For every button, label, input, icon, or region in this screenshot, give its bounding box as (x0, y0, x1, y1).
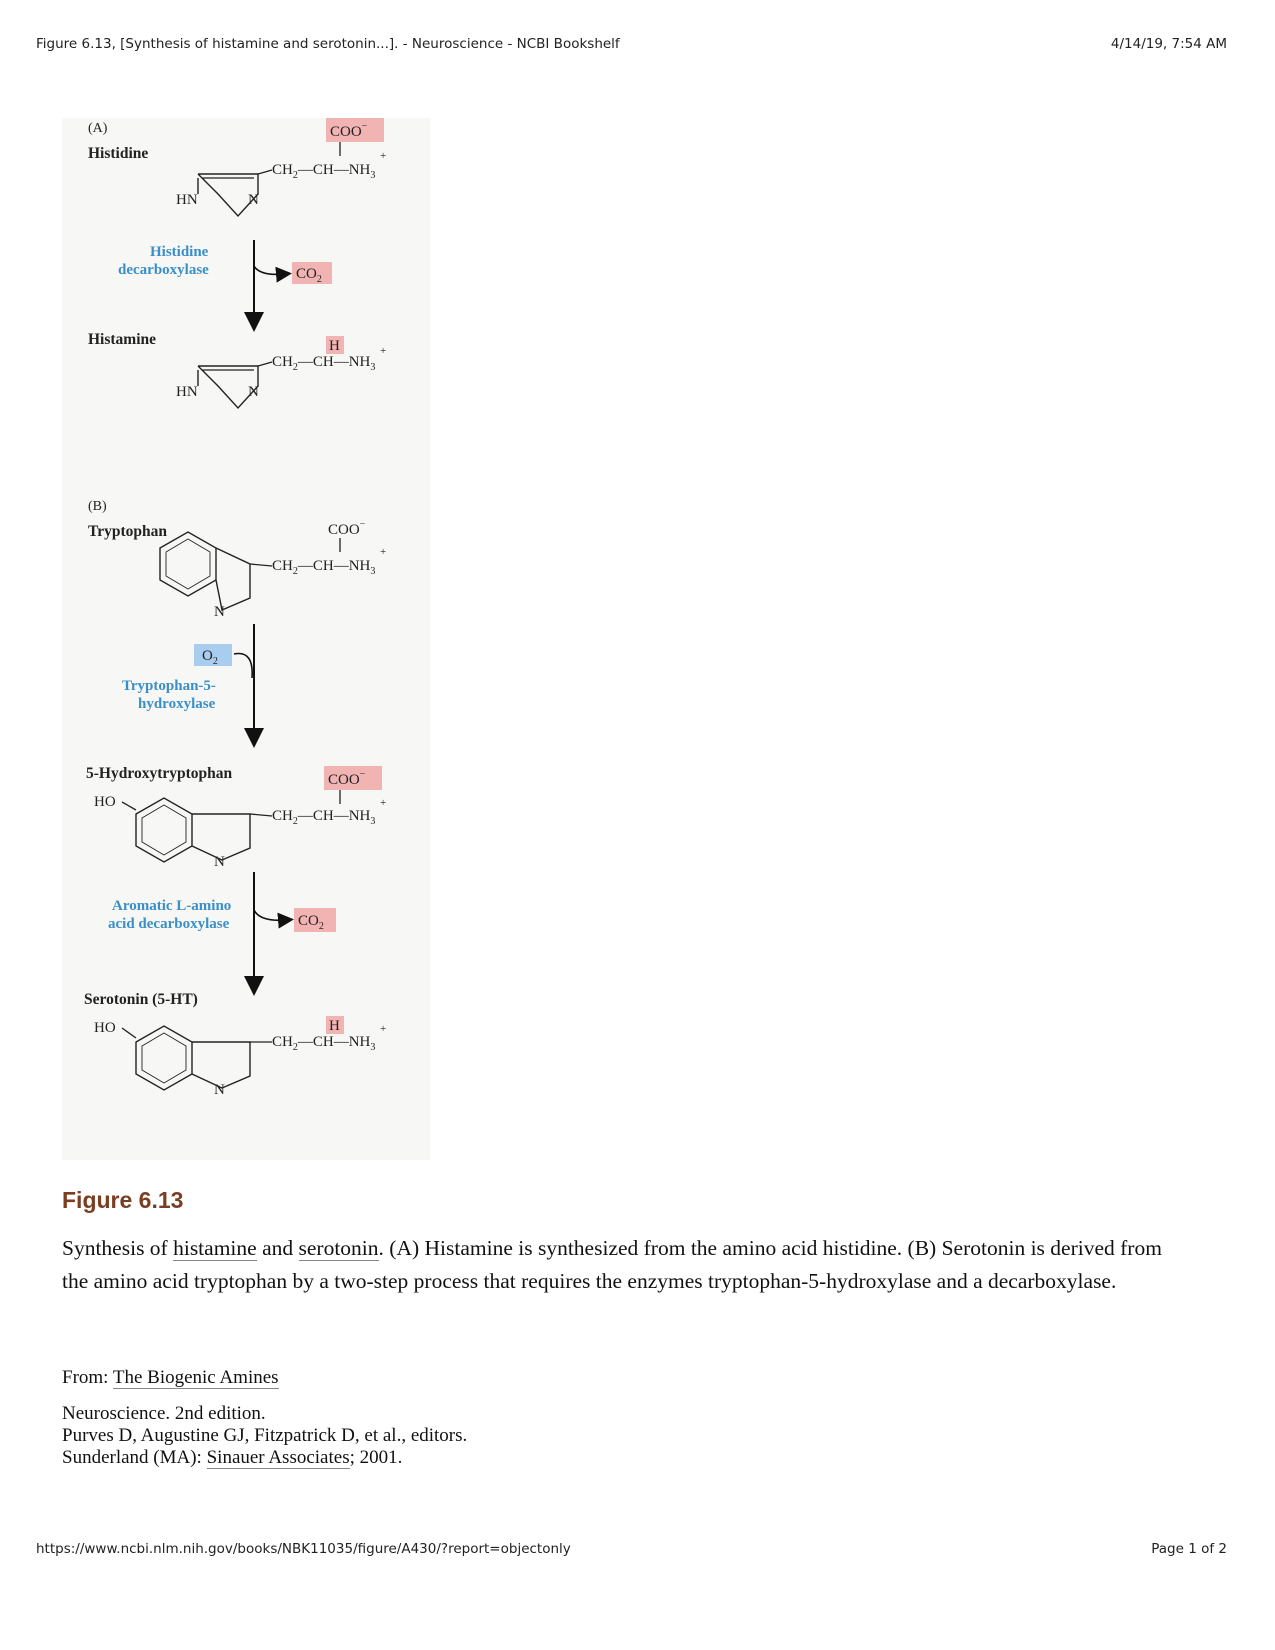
svg-text:COO−: COO− (328, 769, 366, 788)
svg-text:N: N (248, 192, 259, 208)
o2-text: $O_2$ (202, 648, 218, 667)
serotonin-name: Serotonin (5-HT) (84, 991, 198, 1008)
source-from: From: The Biogenic Amines (62, 1367, 279, 1388)
svg-text:N: N (214, 1082, 225, 1098)
svg-text:N: N (248, 384, 259, 400)
page-number: Page 1 of 2 (1151, 1541, 1227, 1557)
print-header (36, 36, 1227, 52)
histidine-name: Histidine (88, 145, 149, 162)
svg-text:CH2—CH—NH3: $CH_2—CH—NH_3$ (272, 354, 376, 373)
svg-text:+: + (380, 797, 387, 809)
histamine-link[interactable]: histamine (173, 1236, 257, 1260)
svg-text:HO: HO (94, 1020, 116, 1036)
side-chain-text: $CH_2—CH—NH_3$ (272, 162, 376, 181)
figure-title: Figure 6.13 (62, 1187, 184, 1213)
svg-text:CO2: $CO_2$ (298, 913, 324, 932)
tryptophan-name: Tryptophan (88, 523, 167, 540)
biogenic-amines-link[interactable]: The Biogenic Amines (112, 1367, 279, 1388)
book-publisher: Sunderland (MA): Sinauer Associates; 2001. (62, 1447, 403, 1468)
panel-b-label: (B) (88, 499, 107, 514)
histidine-structure (176, 118, 386, 216)
pathway-diagram (62, 118, 430, 1160)
sinauer-associates-link[interactable]: Sinauer Associates (206, 1447, 350, 1468)
figure-caption: Synthesis of histamine and serotonin. (A) Histamine is synthesized from the amino acid histidine. (B) Serotonin is derived from the amino acid tryptophan by a two-step process that requires the enzymes tryptophan-5-hydroxylase and a decarboxylase. (62, 1236, 1162, 1293)
source-citation (62, 1367, 467, 1469)
5-hydroxytryptophan-name: 5-Hydroxytryptophan (86, 765, 233, 782)
histidine-decarboxylase-label-2: decarboxylase (118, 262, 209, 278)
svg-text:HN: HN (176, 192, 198, 208)
serotonin-structure (94, 1016, 386, 1098)
book-authors: Purves D, Augustine GJ, Fitzpatrick D, et al., editors. (62, 1425, 468, 1446)
svg-text:N: N (214, 604, 225, 620)
tryptophan-hydroxylase-label: Tryptophan-5- (122, 678, 216, 694)
svg-text:H: H (329, 1018, 340, 1034)
svg-text:CH2—CH—NH3: $CH_2—CH—NH_3$ (272, 808, 376, 827)
svg-text:H: H (329, 338, 340, 354)
svg-text:+: + (380, 150, 387, 162)
svg-text:HO: HO (94, 794, 116, 810)
aromatic-decarboxylase-label-2: acid decarboxylase (108, 916, 230, 932)
histamine-name: Histamine (88, 331, 157, 348)
tryptophan-hydroxylase-label-2: hydroxylase (138, 696, 216, 712)
book-title: Neuroscience. 2nd edition. (62, 1403, 266, 1424)
document-title: Figure 6.13, [Synthesis of histamine and serotonin...]. - Neuroscience - NCBI Bookshelf (36, 36, 620, 52)
page-url: https://www.ncbi.nlm.nih.gov/books/NBK11035/figure/A430/?report=objectonly (36, 1541, 571, 1557)
svg-text:+: + (380, 345, 387, 357)
svg-text:+: + (380, 546, 387, 558)
print-footer (36, 1541, 1227, 1557)
svg-text:COO−: COO− (328, 519, 366, 538)
svg-text:CH2—CH—NH3: $CH_2—CH—NH_3$ (272, 558, 376, 577)
serotonin-link[interactable]: serotonin (298, 1236, 379, 1260)
panel-a-label: (A) (88, 121, 108, 136)
histamine-structure (176, 336, 386, 408)
histidine-decarboxylase-label: Histidine (150, 244, 209, 260)
svg-text:+: + (380, 1023, 387, 1035)
svg-text:CH2—CH—NH3: $CH_2—CH—NH_3$ (272, 1034, 376, 1053)
svg-text:N: N (214, 854, 225, 870)
carboxyl-text: COO− (330, 121, 368, 140)
co2-text: $CO_2$ (296, 266, 322, 285)
tryptophan-structure (160, 519, 386, 620)
svg-text:HN: HN (176, 384, 198, 400)
figure-image (62, 118, 430, 1160)
print-timestamp: 4/14/19, 7:54 AM (1110, 36, 1227, 52)
aromatic-decarboxylase-label: Aromatic L-amino (112, 898, 232, 914)
